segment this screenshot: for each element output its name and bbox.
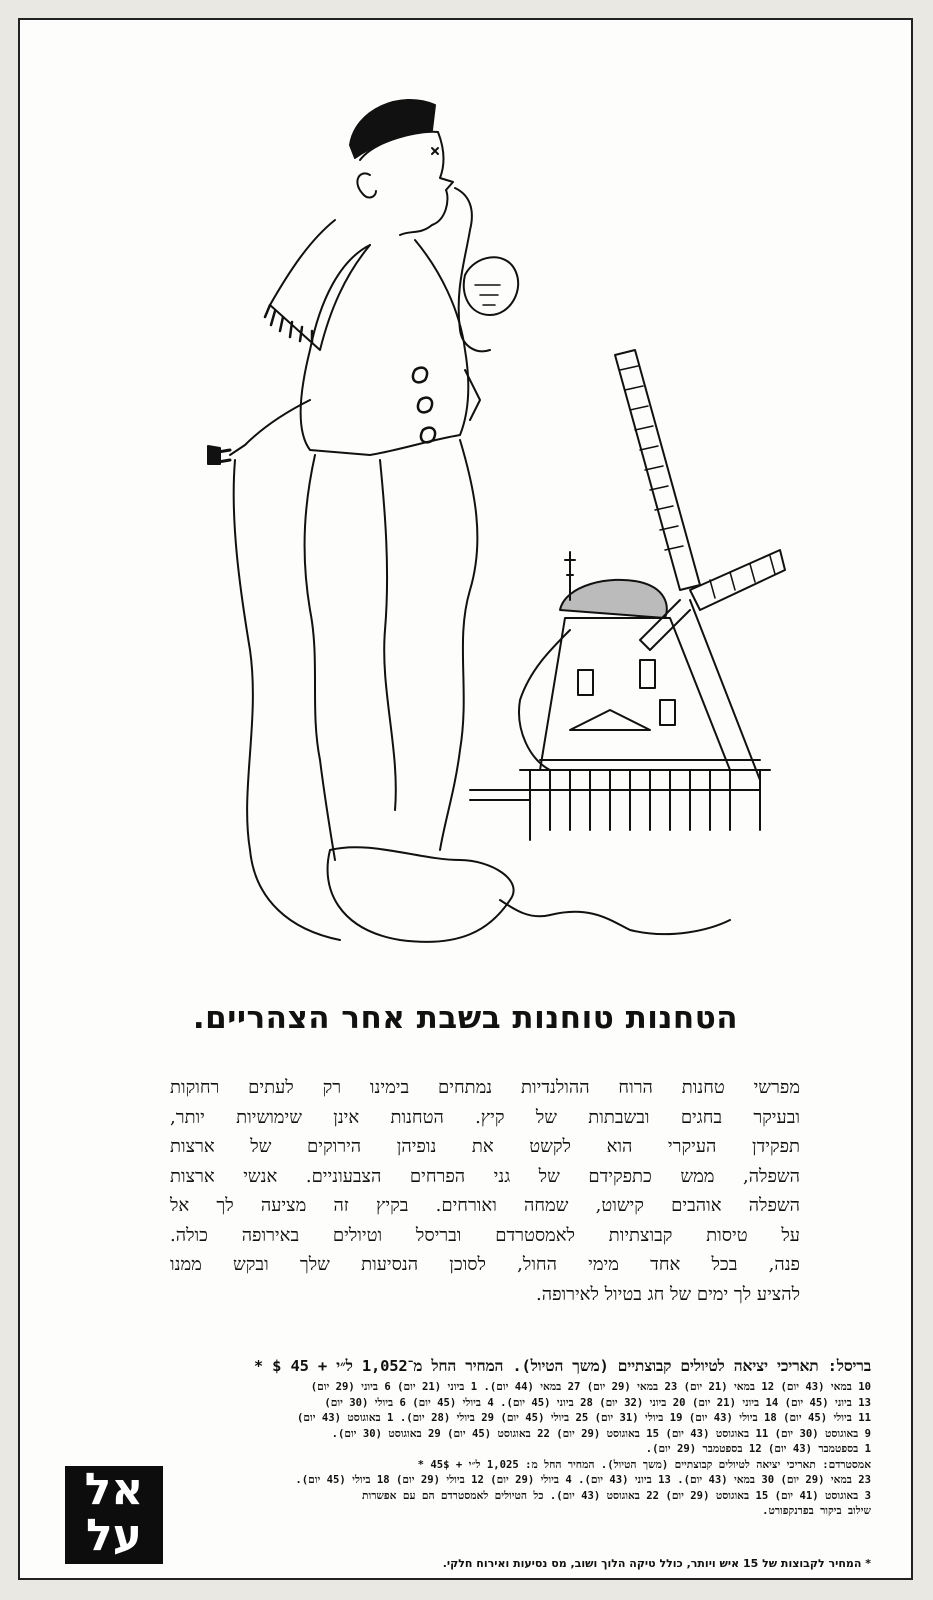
clog-shape — [328, 847, 514, 942]
brussels-date-line: 1 בספטמבר (43 יום) 12 בספטמבר (29 יום). — [645, 1443, 871, 1455]
dutchman-windmill-illustration — [170, 70, 810, 970]
brussels-date-line: 9 באוגוסט (30 יום) 11 באוגוסט (43 יום) 15 באוגוסט (29 יום) 22 באוגוסט (45 יום) 29 באוגוסט (30 יום). — [331, 1427, 871, 1440]
legs-outline — [305, 455, 335, 860]
brussels-date-line: 10 במאי (43 יום) 12 במאי (21 יום) 23 במאי (29 יום) 27 במאי (44 יום). 1 ביוני (21 יום) 6 ביוני (29 יום) — [310, 1381, 871, 1393]
brussels-dates — [60, 1380, 871, 1458]
scarf-outline — [270, 220, 370, 350]
price-footnote: * המחיר לקבוצות של 15 איש ויותר, כולל טיקה הלוך ושוב, מס נסיעות ואירוח חלקי. — [442, 1557, 871, 1570]
body-line: תפקידן העיקרי הוא לקשט את נופיהן הירוקים של ארצות — [170, 1136, 800, 1157]
amsterdam-line: אמסטרדם: תאריכי יציאה לטיולים קבוצתיים (משך הטיול). המחיר החל מ: 1,025 ל״י + 45$ * — [417, 1458, 871, 1471]
logo-line-2: על — [86, 1510, 142, 1561]
body-line: מפרשי טחנות הרוח ההולנדיות נמתחים בימינו רק לעתים רחוקות — [170, 1077, 800, 1098]
amsterdam-line: שילוב ביקור בפרנקפורט. — [762, 1505, 871, 1517]
body-line: השפלה, ממש כתפקידם של גני הפרחים הצבעוניים. אנשי ארצות — [170, 1165, 800, 1187]
brussels-date-line: 11 ביולי (45 יום) 18 ביולי (43 יום) 19 ביולי (31 יום) 25 ביולי (45 יום) 29 ביולי (28 יום). 1 באוגוסט (43 יום) — [297, 1412, 871, 1424]
amsterdam-line: 3 באוגוסט (41 יום) 15 באוגוסט (29 יום) 22 באוגוסט (43 יום). כל הטיולים לאמסטרדם הם עם אפשרות — [362, 1489, 871, 1502]
cap-shape — [350, 100, 435, 158]
body-line: השפלה אוהבים קישוט, שמחה ואורחים. בקיץ זה מציעה לך אל — [170, 1195, 800, 1216]
amsterdam-line: 23 במאי (29 יום) 30 במאי (43 יום). 13 ביוני (43 יום). 4 ביולי (29 יום) 12 ביולי (29 יום) 18 ביולי (45 יום). — [295, 1474, 871, 1486]
body-line: על טיסות קבוצתיות לאמסטרדם ובריסל וטיולים באירופה כולה. — [170, 1224, 800, 1246]
amsterdam-dates — [175, 1458, 871, 1520]
brussels-date-line: 13 ביוני (45 יום) 14 ביוני (21 יום) 20 ביוני (32 יום) 28 ביוני (45 יום). 4 ביולי (45 יום) 6 ביולי (30 יום) — [324, 1396, 871, 1409]
logo-line-1: אל — [84, 1464, 144, 1515]
jacket-outline — [301, 240, 469, 455]
windmill-drawing — [470, 350, 785, 840]
el-al-logo — [65, 1466, 163, 1564]
body-line: פנה, בכל אחד מימי החול, לסוכן הנסיעות שלך ובקש ממנו — [170, 1254, 800, 1275]
ad-body-copy — [170, 1073, 800, 1309]
advertisement-page — [18, 18, 913, 1580]
brussels-heading: בריסל: תאריכי יציאה לטיולים קבוצתיים (משך הטיול). המחיר החל מ־1,052 ל״י + 45 $ * — [253, 1357, 871, 1375]
ad-headline: הטחנות טוחנות בשבת אחר הצהריים. — [192, 1000, 739, 1036]
head-outline — [360, 132, 453, 235]
body-line: להציע לך ימים של חג בטיול לאירופה. — [536, 1283, 800, 1305]
body-line: ובעיקר בחגים ובשבתות של קיץ. הטחנות אינן שימושיות יותר, — [170, 1106, 800, 1128]
tour-dates-section — [60, 1357, 871, 1520]
